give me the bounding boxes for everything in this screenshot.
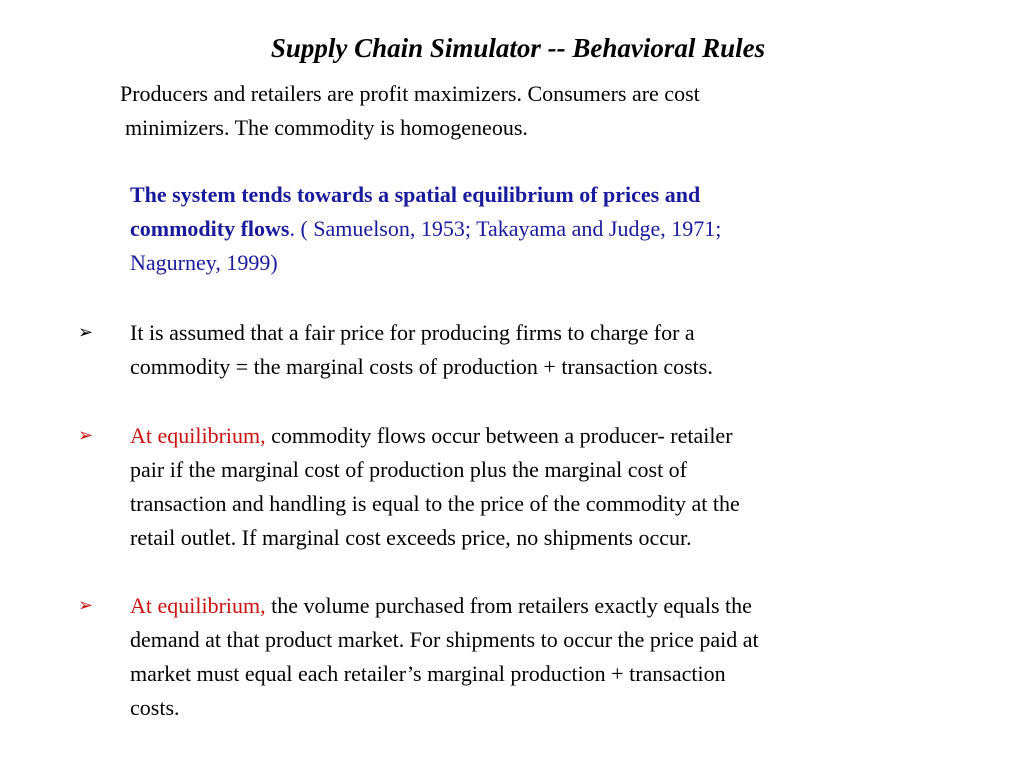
bullet-line: demand at that product market. For shipments to occur the price paid at bbox=[130, 627, 759, 652]
equilibrium-citation: Nagurney, 1999) bbox=[130, 250, 278, 275]
bullet-line: market must equal each retailer’s marginal production + transaction bbox=[130, 661, 726, 686]
bullet-line: commodity = the marginal costs of production + transaction costs. bbox=[130, 354, 713, 379]
bullet-highlight: At equilibrium, bbox=[130, 423, 266, 448]
slide-title: Supply Chain Simulator -- Behavioral Rules bbox=[270, 33, 766, 63]
arrow-bullet-icon: ➢ bbox=[78, 322, 94, 343]
bullet-line: commodity flows occur between a producer- retailer bbox=[265, 423, 733, 448]
bullet-line: costs. bbox=[130, 695, 180, 720]
bullet-text bbox=[130, 419, 960, 555]
intro-line: Producers and retailers are profit maximizers. Consumers are cost bbox=[120, 81, 700, 106]
bullet-text bbox=[130, 316, 960, 384]
intro-paragraph bbox=[120, 77, 920, 145]
bullet-line: It is assumed that a fair price for producing firms to charge for a bbox=[130, 320, 695, 345]
equilibrium-citation: . ( Samuelson, 1953; Takayama and Judge, 1971; bbox=[289, 216, 722, 241]
arrow-bullet-icon: ➢ bbox=[78, 595, 94, 616]
arrow-bullet-icon: ➢ bbox=[78, 425, 94, 446]
intro-line: minimizers. The commodity is homogeneous. bbox=[125, 115, 528, 140]
bullet-line: retail outlet. If marginal cost exceeds price, no shipments occur. bbox=[130, 525, 692, 550]
equilibrium-statement bbox=[130, 178, 930, 280]
bullet-text bbox=[130, 589, 960, 725]
equilibrium-bold-text: The system tends towards a spatial equilibrium of prices and bbox=[130, 182, 701, 207]
bullet-line: transaction and handling is equal to the price of the commodity at the bbox=[130, 491, 740, 516]
bullet-highlight: At equilibrium, bbox=[130, 593, 266, 618]
bullet-line: the volume purchased from retailers exactly equals the bbox=[265, 593, 752, 618]
bullet-line: pair if the marginal cost of production plus the marginal cost of bbox=[130, 457, 688, 482]
equilibrium-bold-text: commodity flows bbox=[130, 216, 290, 241]
